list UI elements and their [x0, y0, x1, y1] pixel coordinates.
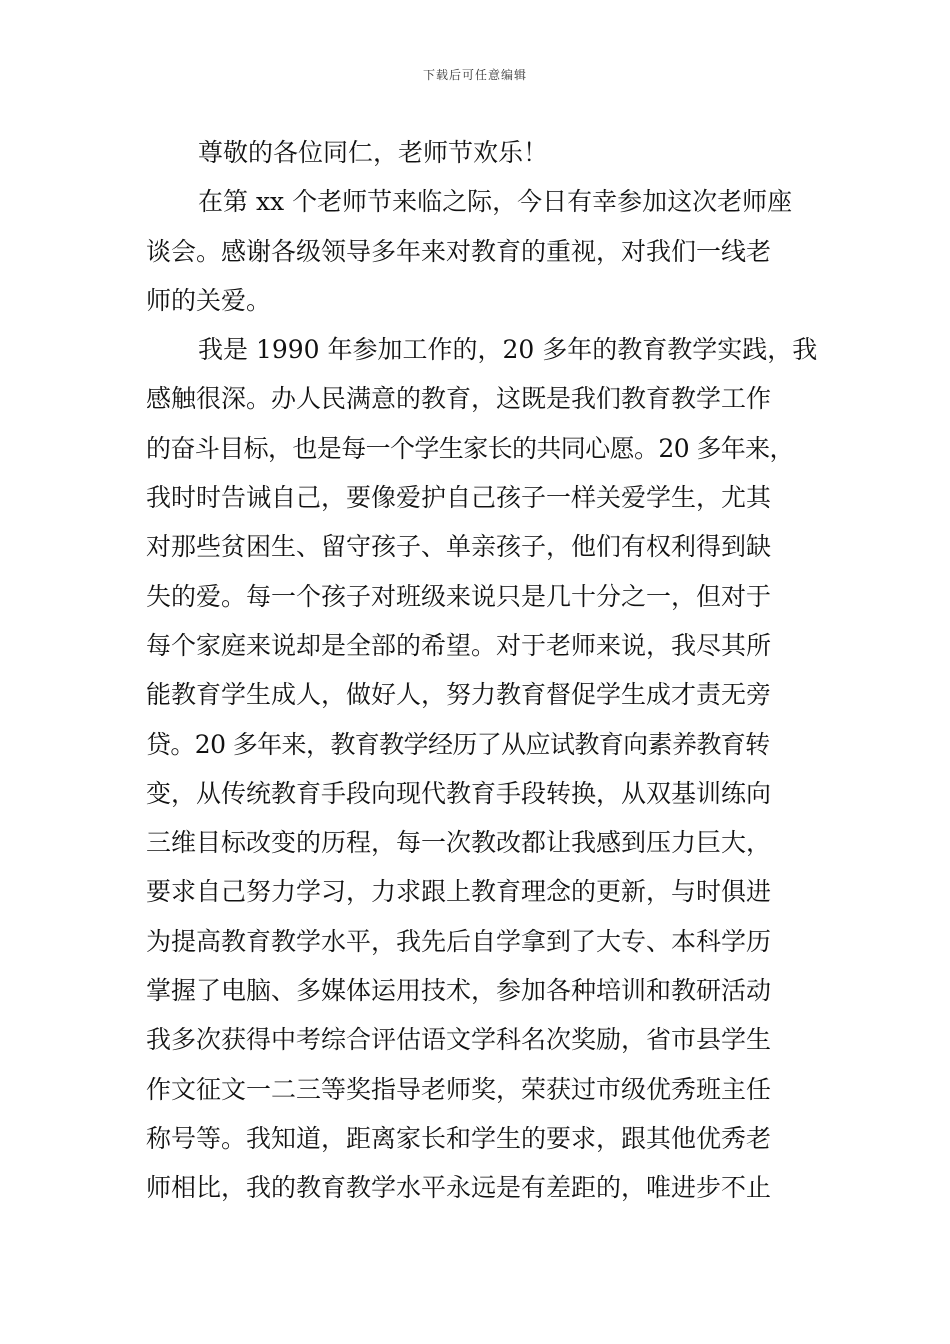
paragraph-line: 贷。20 多年来，教育教学经历了从应试教育向素养教育转	[146, 729, 770, 759]
paragraph-line: 要求自己努力学习，力求跟上教育理念的更新，与时俱进	[146, 877, 772, 907]
paragraph-line: 每个家庭来说却是全部的希望。对于老师来说，我尽其所	[146, 630, 772, 660]
paragraph-line: 对那些贫困生、留守孩子、单亲孩子，他们有权利得到缺	[146, 532, 772, 562]
paragraph-line: 变，从传统教育手段向现代教育手段转换，从双基训练向	[146, 778, 772, 808]
paragraph-line: 三维目标改变的历程，每一次教改都让我感到压力巨大，	[146, 828, 772, 858]
paragraph-line: 为提高教育教学水平，我先后自学拿到了大专、本科学历	[146, 926, 772, 956]
paragraph-line: 的奋斗目标，也是每一个学生家长的共同心愿。20 多年来，	[146, 433, 794, 463]
paragraph-line: 作文征文一二三等奖指导老师奖，荣获过市级优秀班主任	[146, 1074, 772, 1104]
paragraph-line: 能教育学生成人，做好人，努力教育督促学生成才责无旁	[146, 680, 772, 710]
paragraph-line: 谈会。感谢各级领导多年来对教育的重视，对我们一线老	[146, 236, 772, 266]
paragraph-line: 我时时告诫自己，要像爱护自己孩子一样关爱学生，尤其	[146, 483, 772, 513]
paragraph-line: 失的爱。每一个孩子对班级来说只是几十分之一，但对于	[146, 581, 772, 611]
paragraph-line: 师的关爱。	[146, 285, 272, 315]
document-body	[146, 128, 836, 1213]
paragraph-line: 我是 1990 年参加工作的，20 多年的教育教学实践，我	[198, 335, 818, 365]
page-header-note: 下载后可任意编辑	[422, 68, 527, 82]
paragraph-line: 师相比，我的教育教学水平永远是有差距的，唯进步不止	[146, 1173, 772, 1203]
paragraph-line: 在第 xx 个老师节来临之际，今日有幸参加这次老师座	[198, 187, 793, 217]
paragraph-line: 我多次获得中考综合评估语文学科名次奖励，省市县学生	[146, 1025, 772, 1055]
paragraph-line: 尊敬的各位同仁，老师节欢乐！	[198, 138, 549, 167]
paragraph-line: 掌握了电脑、多媒体运用技术，参加各种培训和教研活动	[146, 976, 772, 1006]
paragraph-line: 称号等。我知道，距离家长和学生的要求，跟其他优秀老	[146, 1123, 772, 1153]
paragraph-line: 感触很深。办人民满意的教育，这既是我们教育教学工作	[146, 384, 772, 414]
